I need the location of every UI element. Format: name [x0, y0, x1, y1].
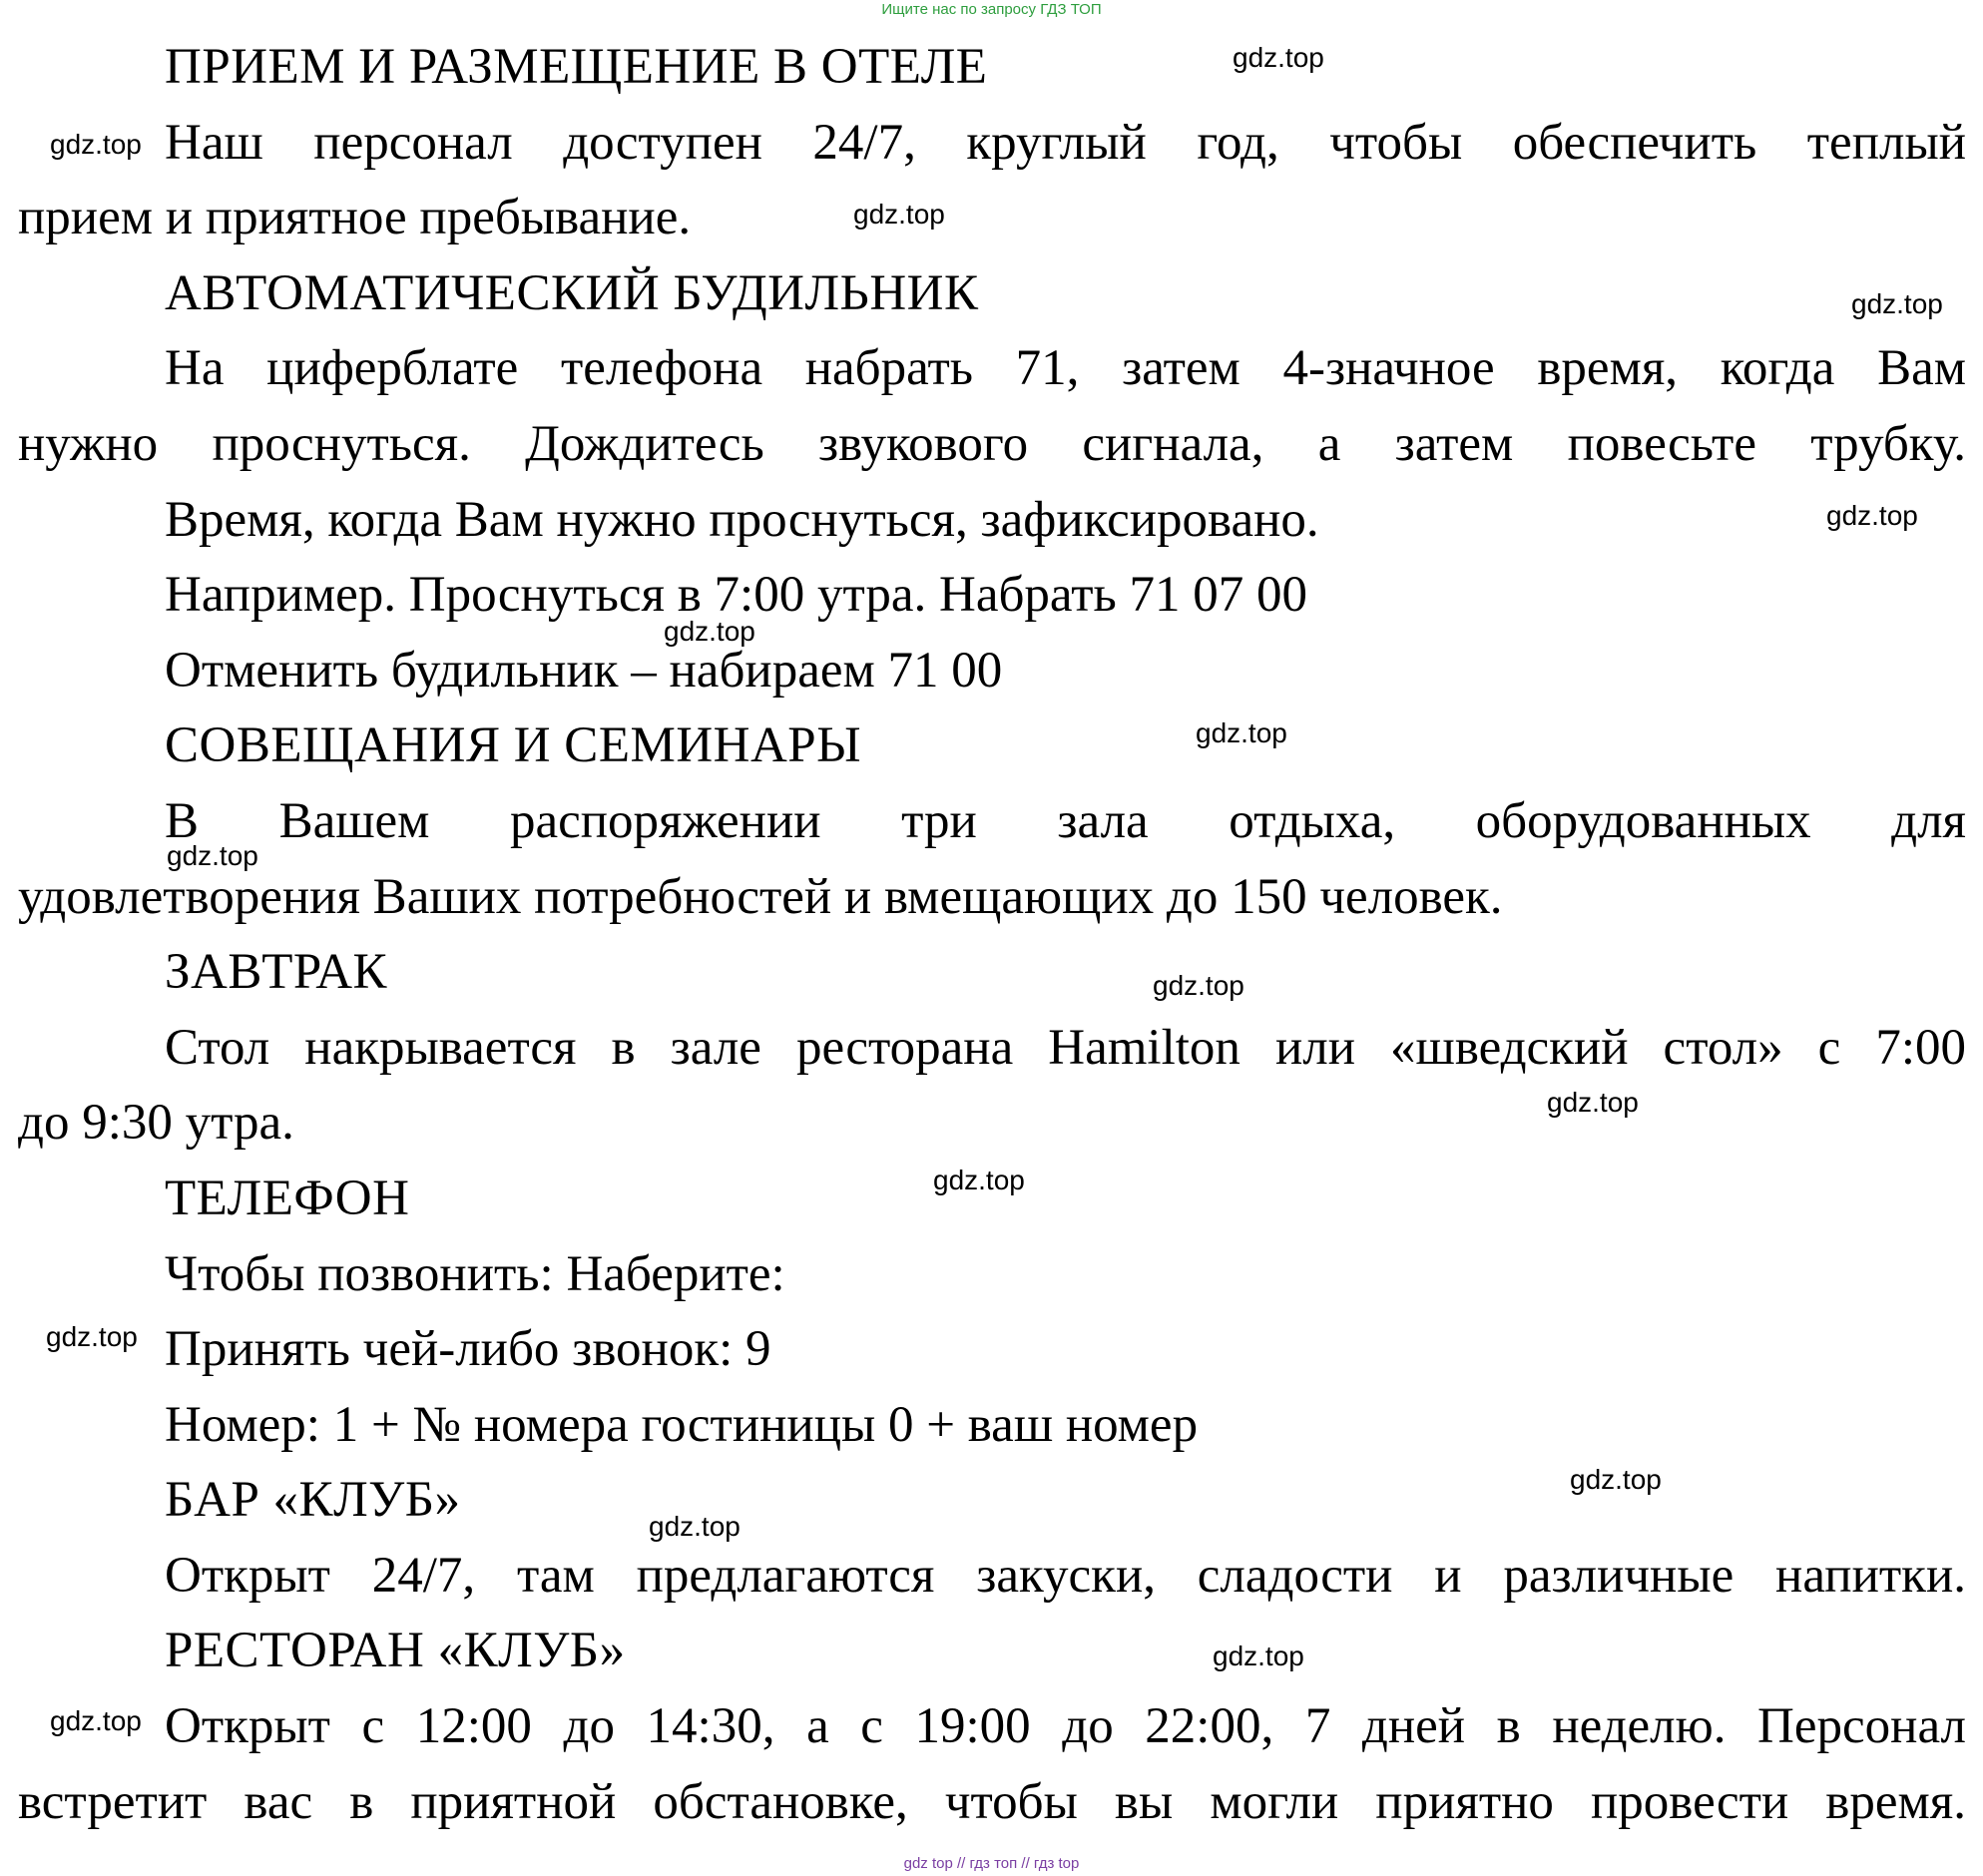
watermark: gdz.top	[1570, 1464, 1662, 1495]
meetings-text-line-1: В Вашем распоряжении три зала отдыха, оборудованных для	[165, 792, 1966, 849]
heading-meetings: СОВЕЩАНИЯ И СЕМИНАРЫ	[165, 717, 862, 774]
watermark: gdz.top	[50, 1705, 142, 1736]
watermark: gdz.top	[1826, 500, 1918, 531]
heading-telephone: ТЕЛЕФОН	[165, 1170, 410, 1226]
restaurant-text-line-2: встретит вас в приятной обстановке, чтобы вы могли приятно провести время.	[18, 1773, 1966, 1830]
watermark: gdz.top	[167, 840, 258, 871]
watermark: gdz.top	[664, 616, 755, 647]
watermark: gdz.top	[649, 1511, 741, 1542]
heading-reception: ПРИЕМ И РАЗМЕЩЕНИЕ В ОТЕЛЕ	[165, 39, 988, 95]
breakfast-text-line-2: до 9:30 утра.	[18, 1095, 294, 1152]
alarm-text-line-1: На циферблате телефона набрать 71, затем 4-значное время, когда Вам	[165, 340, 1966, 397]
meetings-text-line-2: удовлетворения Ваших потребностей и вмещающих до 150 человек.	[18, 868, 1503, 925]
bar-text-line: Открыт 24/7, там предлагаются закуски, сладости и различные напитки.	[165, 1547, 1966, 1604]
watermark: gdz.top	[933, 1165, 1025, 1195]
alarm-text-line-3: Время, когда Вам нужно проснуться, зафиксировано.	[165, 491, 1319, 548]
watermark: gdz.top	[1213, 1641, 1304, 1671]
watermark: gdz.top	[1851, 288, 1943, 319]
document-body	[18, 30, 1966, 1840]
watermark: gdz.top	[1547, 1087, 1639, 1118]
top-banner: Ищите нас по запросу ГДЗ ТОП	[881, 1, 1102, 18]
breakfast-text-line-1: Стол накрывается в зале ресторана Hamilton или «шведский стол» с 7:00	[165, 1019, 1966, 1076]
watermark: gdz.top	[50, 129, 142, 160]
watermark: gdz.top	[1153, 970, 1244, 1001]
reception-text-line-2: прием и приятное пребывание.	[18, 190, 692, 246]
watermark: gdz.top	[853, 199, 945, 230]
watermark: gdz.top	[46, 1321, 138, 1352]
reception-text-line-1: Наш персонал доступен 24/7, круглый год, чтобы обеспечить теплый	[165, 114, 1966, 171]
alarm-text-line-2: нужно проснуться. Дождитесь звукового сигнала, а затем повесьте трубку.	[18, 415, 1966, 472]
telephone-text-line-1: Чтобы позвонить: Наберите:	[165, 1245, 785, 1302]
heading-alarm-clock: АВТОМАТИЧЕСКИЙ БУДИЛЬНИК	[165, 264, 979, 321]
telephone-text-line-2: Принять чей-либо звонок: 9	[165, 1321, 771, 1378]
watermark: gdz.top	[1233, 42, 1324, 73]
restaurant-text-line-1: Открыт с 12:00 до 14:30, а с 19:00 до 22:00, 7 дней в неделю. Персонал	[165, 1698, 1966, 1755]
watermark: gdz.top	[1196, 717, 1287, 748]
alarm-cancel-line: Отменить будильник – набираем 71 00	[165, 642, 1003, 699]
heading-restaurant: РЕСТОРАН «КЛУБ»	[165, 1623, 626, 1679]
bottom-banner: gdz top // гдз топ // гдз top	[903, 1855, 1080, 1872]
alarm-example-line: Например. Проснуться в 7:00 утра. Набрать 71 07 00	[165, 567, 1308, 624]
heading-bar: БАР «КЛУБ»	[165, 1472, 461, 1529]
telephone-text-line-3: Номер: 1 + № номера гостиницы 0 + ваш номер	[165, 1396, 1199, 1453]
heading-breakfast: ЗАВТРАК	[165, 944, 388, 1001]
